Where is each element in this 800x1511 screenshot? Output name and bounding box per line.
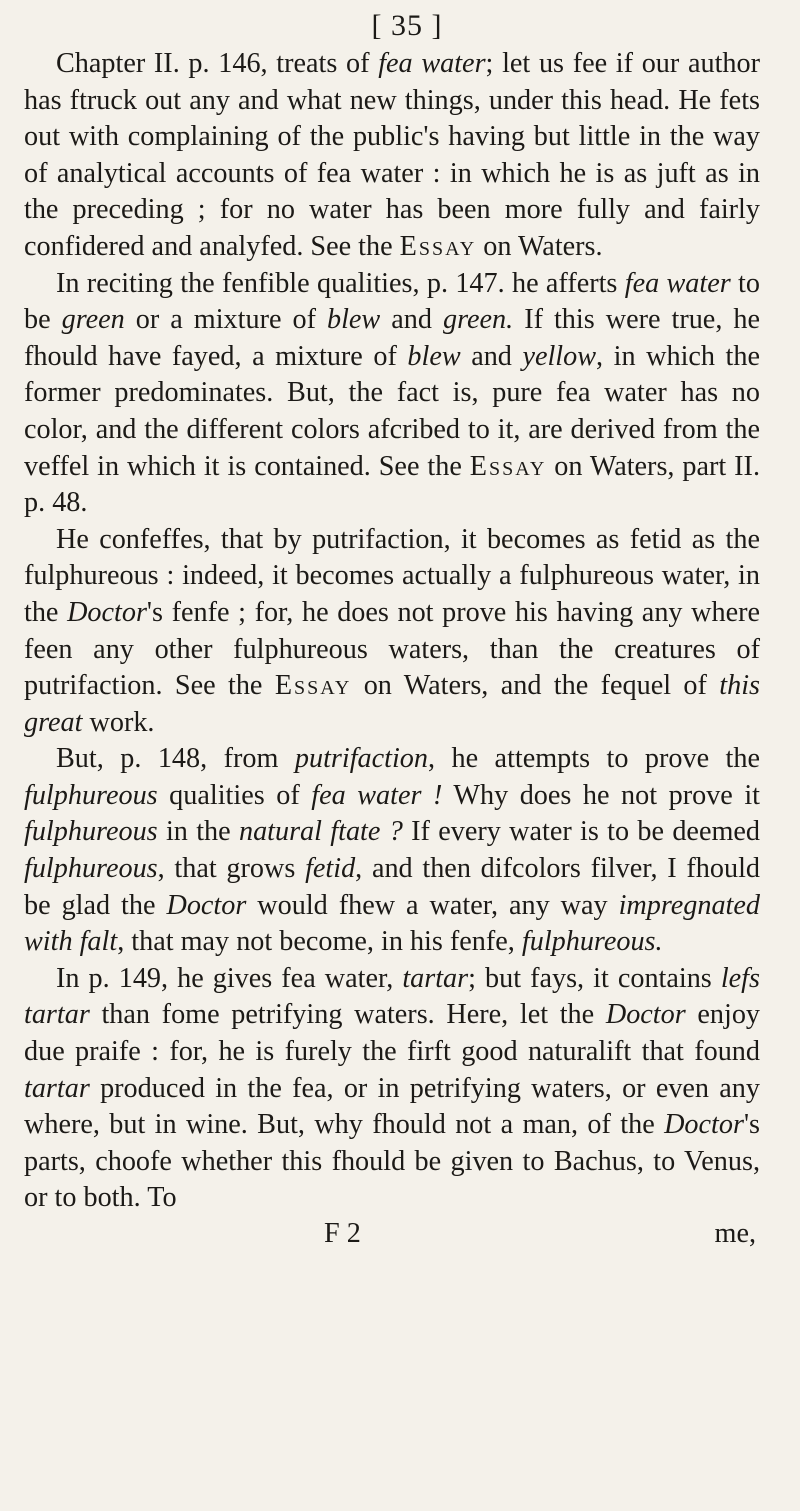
italic-text: this great <box>24 670 760 738</box>
text-run: on Waters, and the fequel of <box>351 670 720 702</box>
italic-text: Doctor <box>664 1109 744 1141</box>
text-run: enjoy due praife : for, he is furely the firft good naturalift that found <box>24 999 761 1068</box>
italic-text: fulphureous <box>24 816 158 848</box>
italic-text: lefs tartar <box>24 962 760 1031</box>
text-run: ; but fays, it contains <box>468 962 721 994</box>
text-run: to be <box>24 267 760 336</box>
italic-text: fulphureous. <box>521 926 663 958</box>
italic-text: fulphureous <box>24 779 158 811</box>
text-run: 's parts, choofe whether this fhould be given to Bachus, to Venus, or to both. To <box>24 1109 760 1214</box>
italic-text: Doctor <box>67 596 147 628</box>
italic-text: natural ftate ? <box>238 816 403 848</box>
catchword: me, <box>714 1218 756 1249</box>
text-run: and <box>380 304 443 336</box>
text-run: than fome petrifying waters. Here, let the <box>89 999 606 1031</box>
text-run: or a mixture of <box>124 304 327 336</box>
text-run: , he attempts to prove the <box>427 743 760 775</box>
italic-text: tartar <box>24 1072 90 1104</box>
text-run: on Waters, part II. p. 48. <box>24 450 760 519</box>
text-run: , that may not become, in his fenfe, <box>117 926 522 958</box>
text-run: ; let us fee if our author has ftruck out any and what new things, under this head. He fets out with complaining of the public's having but little in the way of analytical accounts of fea water : in which he is as juft as in the preceding ; for no water has been more fully and fairly confidered and analyfed. See the <box>24 48 760 262</box>
italic-text: Doctor <box>166 889 247 921</box>
italic-text: green. <box>442 304 514 336</box>
italic-text: fea water ! <box>311 779 443 811</box>
italic-text: fetid <box>305 853 356 885</box>
signature-mark: F 2 <box>324 1218 361 1249</box>
italic-text: impregnated with falt <box>24 889 760 958</box>
text-run: , in which the former predominates. But, the fact is, pure fea water has no color, and the different colors afcribed to it, are derived from the veffel in which it is contained. See the <box>24 340 760 482</box>
italic-text: blew <box>327 304 381 336</box>
text-run: qualities of <box>157 779 312 811</box>
italic-text: fea water <box>624 267 731 299</box>
page-number: [ 35 ] <box>371 9 443 42</box>
text-run: produced in the fea, or in petrifying waters, or even any where, but in wine. But, why fhould not a man, of the <box>24 1072 760 1141</box>
italic-text: fea water <box>378 48 486 79</box>
paragraph <box>24 961 760 1217</box>
text-run: and <box>460 340 523 372</box>
paragraph <box>24 266 760 522</box>
paragraph <box>24 46 760 266</box>
text-run: In p. 149, he gives fea water, <box>56 962 403 994</box>
text-run: , that grows <box>157 853 306 885</box>
text-run: He confeffes, that by putrifaction, it becomes as fetid as the fulphureous : indeed, it becomes actually a fulphureous water, in the <box>24 523 760 628</box>
text-run: If this were true, he fhould have fayed, a mixture of <box>24 304 760 372</box>
small-caps-text: Essay <box>274 670 352 702</box>
paragraph <box>24 522 760 742</box>
text-run: would fhew a water, any way <box>246 889 619 921</box>
italic-text: Doctor <box>605 999 686 1031</box>
text-run: 's fenfe ; for, he does not prove his having any where feen any other fulphureous waters, than the creatures of putrifaction. See the <box>24 596 760 702</box>
text-run: in the <box>157 816 239 848</box>
small-caps-text: Essay <box>399 230 477 262</box>
text-run: If every water is to be deemed <box>402 816 760 848</box>
text-run: In reciting the fenfible qualities, p. 147. he afferts <box>56 267 625 299</box>
italic-text: fulphureous <box>24 853 158 885</box>
text-run: work. <box>82 706 155 738</box>
text-run: Chapter II. p. 146, treats of <box>56 48 379 79</box>
text-run: But, p. 148, from <box>56 743 295 775</box>
italic-text: blew <box>407 340 461 372</box>
text-run: Why does he not prove it <box>442 779 760 811</box>
text-run: on Waters. <box>476 230 603 262</box>
italic-text: yellow <box>522 340 597 372</box>
text-run: , and then difcolors filver, I fhould be glad the <box>24 853 760 921</box>
italic-text: putrifaction <box>294 743 428 775</box>
italic-text: tartar <box>402 962 469 994</box>
body-text <box>24 46 760 1217</box>
paragraph <box>24 741 760 961</box>
small-caps-text: Essay <box>469 450 547 482</box>
italic-text: green <box>61 304 125 336</box>
page-footer <box>24 1217 760 1251</box>
